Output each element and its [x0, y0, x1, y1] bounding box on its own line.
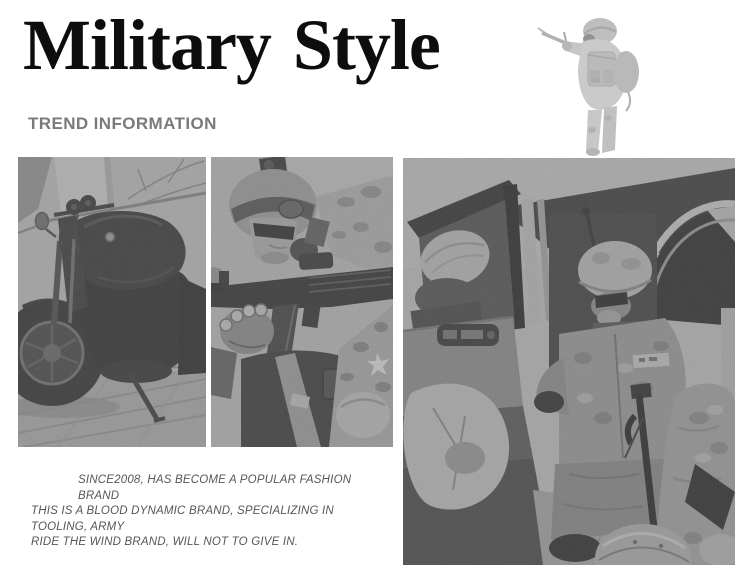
soldiers-vehicle-photo-svg [403, 158, 735, 565]
brand-description-line: SINCE2008, HAS BECOME A POPULAR FASHION BRAND [78, 474, 352, 502]
soldiers-vehicle-photo [403, 158, 735, 565]
page-title: Military Style [23, 5, 440, 85]
motorcycle-photo-svg [18, 157, 206, 447]
soldier-rifle-photo [211, 157, 393, 447]
brand-description-line: THIS IS A BLOOD DYNAMIC BRAND, SPECIALIZING IN TOOLING, ARMY [31, 505, 334, 533]
soldier-rifle-photo-svg [211, 157, 393, 447]
section-subtitle: TREND INFORMATION [28, 114, 217, 133]
brand-description [31, 473, 383, 551]
brand-description-line: RIDE THE WIND BRAND, WILL NOT TO GIVE IN. [31, 536, 299, 548]
sketch-svg [536, 10, 654, 156]
motorcycle-photo [18, 157, 206, 447]
soldier-aiming-rifle-sketch-icon [536, 10, 654, 156]
